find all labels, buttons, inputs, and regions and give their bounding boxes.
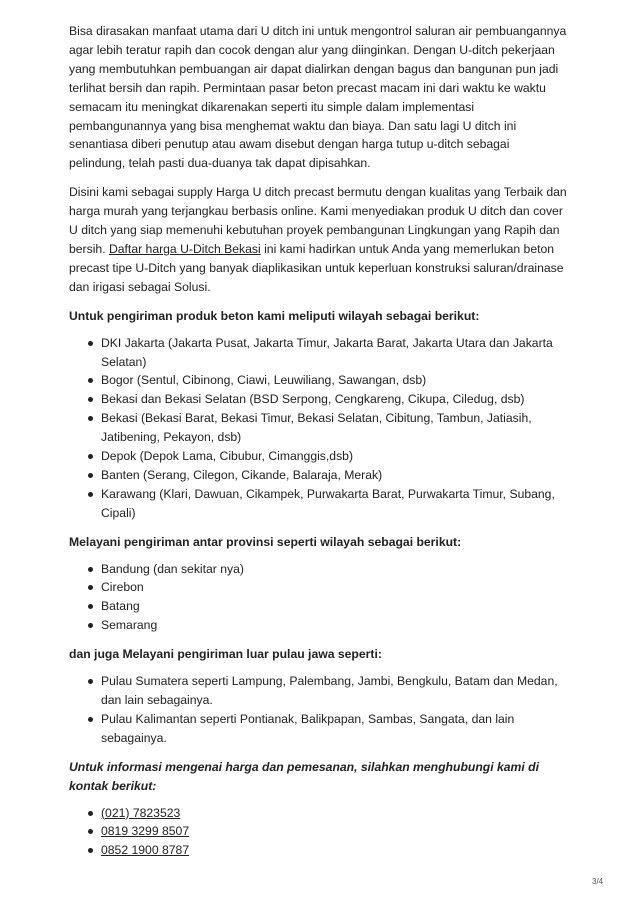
list-item [69, 485, 569, 523]
list-item-text: Bekasi dan Bekasi Selatan (BSD Serpong, Cengkareng, Cikupa, Ciledug, dsb) [101, 392, 525, 407]
list-item-text: Batang [101, 599, 140, 614]
bullet-icon [88, 378, 93, 383]
paragraph-supply-info [69, 183, 569, 296]
paragraph-u-ditch-benefits: Bisa dirasakan manfaat utama dari U ditch ini untuk mengontrol saluran air pembuangannya agar lebih teratur rapih dan cocok dengan alur yang diinginkan. Dengan U-ditch pekerjaan yang membutuhkan pembuangan air dapat dialirkan dengan bagus dan bangunan pun jadi terlihat bersih dan rapih. Permintaan pasar beton precast macam ini dari waktu ke waktu semacam itu meningkat dikarenakan seperti itu simple dalam implementasi pembangunannya yang bisa menghemat waktu dan biaya. Dan satu lagi U ditch ini senantiasa diberi penutup atau awam disebut dengan harga tutup u-ditch sebagai pelindung, telah pasti dua-duanya tak dapat dipisahkan. [69, 24, 567, 171]
phone-link[interactable]: 0852 1900 8787 [101, 843, 190, 858]
island-delivery-list [69, 672, 569, 748]
list-item [69, 390, 569, 409]
document-page [69, 22, 569, 870]
list-item-text: Semarang [101, 618, 158, 633]
bullet-icon [88, 567, 93, 572]
bullet-icon [88, 679, 93, 684]
contact-heading: Untuk informasi mengenai harga dan pemesanan, silahkan menghubungi kami di kontak berikut: [69, 759, 539, 793]
price-list-link[interactable]: Daftar harga U-Ditch Bekasi [108, 241, 261, 256]
bullet-icon [88, 416, 93, 421]
list-item-text: Cirebon [101, 580, 144, 595]
local-delivery-heading: Untuk pengiriman produk beton kami meliputi wilayah sebagai berikut: [69, 308, 480, 323]
list-item [69, 578, 569, 597]
phone-link[interactable]: 0819 3299 8507 [101, 824, 190, 839]
page-number: 3/4 [592, 877, 604, 886]
bullet-icon [88, 811, 93, 816]
province-delivery-list [69, 560, 569, 636]
list-item [69, 710, 569, 748]
bullet-icon [88, 829, 93, 834]
list-item [69, 560, 569, 579]
list-item [69, 841, 569, 860]
bullet-icon [88, 397, 93, 402]
island-delivery-heading: dan juga Melayani pengiriman luar pulau jawa seperti: [69, 647, 382, 662]
list-item [69, 822, 569, 841]
paragraph-supply-text-after: ini kami hadirkan untuk Anda yang memerlukan beton precast tipe U-Ditch yang banyak diaplikasikan untuk keperluan konstruksi saluran/drainase dan irigasi sebagai Solusi. [69, 241, 564, 294]
bullet-icon [88, 492, 93, 497]
list-item [69, 409, 569, 447]
bullet-icon [88, 848, 93, 853]
phone-link[interactable]: (021) 7823523 [101, 805, 181, 820]
bullet-icon [88, 623, 93, 628]
list-item [69, 672, 569, 710]
bullet-icon [88, 585, 93, 590]
list-item [69, 447, 569, 466]
list-item-text: Banten (Serang, Cilegon, Cikande, Balaraja, Merak) [101, 467, 383, 482]
list-item-text: Depok (Depok Lama, Cibubur, Cimanggis,dsb) [101, 449, 353, 464]
bullet-icon [88, 604, 93, 609]
list-item-text: Bandung (dan sekitar nya) [101, 561, 244, 576]
province-delivery-heading: Melayani pengiriman antar provinsi seperti wilayah sebagai berikut: [69, 534, 462, 549]
list-item [69, 616, 569, 635]
list-item [69, 597, 569, 616]
bullet-icon [88, 454, 93, 459]
list-item [69, 334, 569, 372]
bullet-icon [88, 473, 93, 478]
contact-phone-list [69, 804, 569, 861]
bullet-icon [88, 341, 93, 346]
list-item-text: DKI Jakarta (Jakarta Pusat, Jakarta Timur, Jakarta Barat, Jakarta Utara dan Jakarta Selatan) [101, 335, 553, 369]
bullet-icon [88, 717, 93, 722]
list-item-text: Pulau Sumatera seperti Lampung, Palembang, Jambi, Bengkulu, Batam dan Medan, dan lain sebagainya. [101, 674, 558, 707]
list-item [69, 804, 569, 823]
list-item-text: Bekasi (Bekasi Barat, Bekasi Timur, Bekasi Selatan, Cibitung, Tambun, Jatiasih, Jatibening, Pekayon, dsb) [101, 411, 532, 445]
list-item-text: Karawang (Klari, Dawuan, Cikampek, Purwakarta Barat, Purwakarta Timur, Subang, Cipali) [101, 486, 555, 520]
paragraph-supply-text-before: Disini kami sebagai supply Harga U ditch precast bermutu dengan kualitas yang Terbaik dan harga murah yang terjangkau berbasis online. Kami menyediakan produk U ditch dan cover U ditch yang siap memenuhi kebutuhan proyek pembangunan Lingkungan yang Rapih dan bersih. [69, 185, 567, 256]
list-item-text: Pulau Kalimantan seperti Pontianak, Balikpapan, Sambas, Sangata, dan lain sebagainya. [101, 711, 515, 745]
list-item [69, 466, 569, 485]
local-delivery-list [69, 334, 569, 523]
list-item-text: Bogor (Sentul, Cibinong, Ciawi, Leuwiliang, Sawangan, dsb) [101, 373, 427, 388]
list-item [69, 371, 569, 390]
